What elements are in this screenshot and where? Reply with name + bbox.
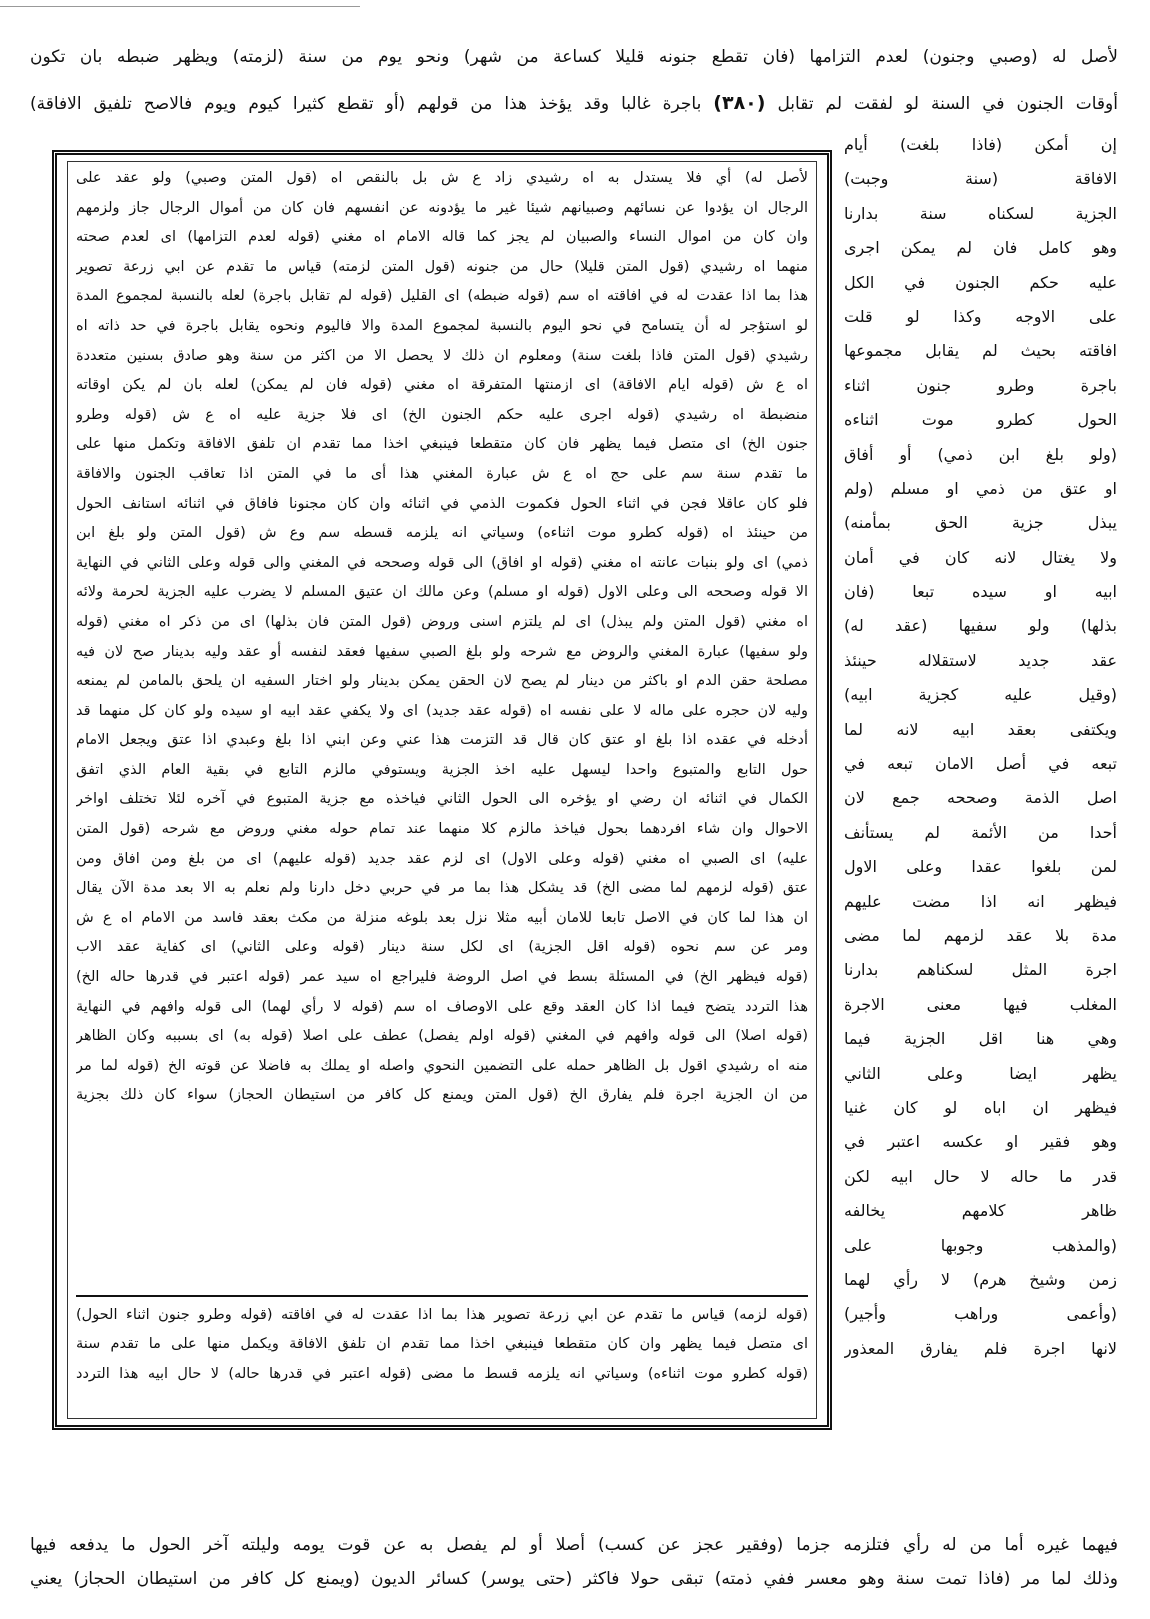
commentary-line: اه ع ش (قوله ايام الافاقة) اى ازمنتها المتفرقة اه مغني (قوله فان لم يمكن) لعله بان لم يكن اوقاته (76, 377, 808, 394)
header-line-2-end: باجرة غالبا وقد يؤخذ هذا من قولهم (أو تقطع كثيرا كيوم ويوم فالاصح تلفيق الافاقة) (30, 94, 702, 114)
side-line: الحول كطرو موت اثناءه (844, 410, 1117, 430)
side-line: باجرة وطرو جنون اثناء (844, 375, 1117, 395)
side-line: لانها اجرة فلم يفارق المعذور (844, 1338, 1117, 1358)
side-line: وهو كامل فان لم يمكن اجرى (844, 238, 1117, 258)
side-line: على الاوجه وكذا لو قلت (844, 306, 1117, 326)
side-line: يظهر ايضا وعلى الثاني (844, 1063, 1117, 1083)
commentary-line: ان هذا لما كان في الاصل تابعا للامان أبيه مثلا نزل بعد بلوغه منزلة من مكث بعقد فاسد من الامام اه ع ش (76, 909, 808, 926)
commentary-line (76, 1170, 808, 1200)
commentary-line: هذا بما اذا عقدت له في افاقته اه سم (قوله ضبطه) اى القليل (قوله لم تقابل باجرة) لعله بالنسبة لمجموع المدة (76, 288, 808, 305)
page-number: (٣٨٠) (713, 92, 766, 114)
commentary-line: منه اه رشيدي اقول بل الظاهر حمله على التضمين النحوي واصله او يملك به فاضلا عن قوته الخ (قوله لما مر (76, 1057, 808, 1074)
commentary-inner-border (67, 161, 817, 1419)
commentary-line: لأصل له) أي فلا يستدل به اه رشيدي زاد ع ش بل بالنقص اه (قول المتن وصبي) ولو عقد على (76, 170, 808, 186)
commentary-line: الا قوله وصححه الى وعلى الاول (قوله او مسلم) وعن مالك ان عتيق المسلم لا يضرب عليه الجزية لحرمة ولائه (76, 584, 808, 601)
commentary-line: (قوله فيظهر الخ) في المسئلة بسط في اصل الروضة فليراجع اه سيد عمر (قوله اعتبر في قدرها حاله الخ) (76, 969, 808, 986)
bottom-line: فيهما غيره أما من له رأي فتلزمه جزما (وفقير عجز عن كسب) أصلا أو لم يفصل به عن قوت يومه وليلته آخر الحول ما يدفعه فيها (30, 1535, 1118, 1555)
side-line: قدر ما حاله لا حال ابيه لكن (844, 1166, 1117, 1186)
commentary-line: وليه لان حجره على ماله لا على نفسه اه (قوله عقد جديد) اى ولا يكفي عقد ابيه او سيده ولو كان كل منهما قد (76, 702, 808, 719)
side-line: (والمذهب وجوبها على (844, 1235, 1117, 1255)
commentary-line: من ان الجزية اجرة فلم يفارق الخ (قول المتن ويمنع كل كافر من استيطان الحجاز) سواء كان ذلك بجزية (76, 1087, 808, 1104)
bottom-main-text (30, 1528, 1118, 1596)
commentary-line (76, 1200, 808, 1230)
side-line: افاقته بحيث لم يقابل مجموعها (844, 341, 1117, 361)
side-line: بذلها) ولو سفيها (عقد له) (844, 616, 1117, 636)
side-line: (وأعمى وراهب وأجير) (844, 1304, 1117, 1324)
commentary-line: ذمي) اى ولو بنبات عانته اه مغني (قوله او افاق) الى قوله وصححه في المغني والى قوله وعلى الثاني في النهاية (76, 554, 808, 571)
main-text-side-column (844, 128, 1117, 1366)
side-line: ويكتفى بعقد ابيه لانه لما (844, 719, 1117, 739)
side-line: تبعه في أصل الامان تبعه في (844, 754, 1117, 774)
side-line: فيظهر انه اذا مضت عليهم (844, 891, 1117, 911)
commentary-line: مصلحة حقن الدم او باكثر من دينار لم يصح لان الحقن يمكن بدينار ولو اختار السفيه ان يلحق بالمامن لم يمنعه (76, 673, 808, 690)
commentary-line (76, 1111, 808, 1141)
commentary-line: فلو كان عاقلا فجن في اثناء الحول فكموت الذمي في اثنائه وان كان مجنونا فافاق في اثنائه استانف الحول (76, 495, 808, 512)
commentary-line: هذا التردد يتضح فيما اذا كان العقد وقع على الاوصاف اه سم (قوله لا رأي لهما) الى قوله وافهم في النهاية (76, 998, 808, 1015)
commentary-line: حول التابع والمتبوع واحدا ليسهل عليه اخذ الجزية ويستوفي مالزم التابع في بقية العام الذي اتفق (76, 761, 808, 778)
side-line: لمن بلغوا عقدا وعلى الاول (844, 857, 1117, 877)
side-line: وهو فقير او عكسه اعتبر في (844, 1132, 1117, 1152)
side-line: الجزية لسكناه سنة بدارنا (844, 203, 1117, 223)
footnote-divider (76, 1295, 808, 1297)
commentary-line: ما تقدم سنة سم على حج اه ع ش عبارة المغني هذا أى ما في المتن اذا تعاقب الجنون والافاقة (76, 465, 808, 482)
commentary-line: عليه) اى الصبي اه مغني (قوله وعلى الاول) اى لزم عقد جديد (قوله عليهم) اى من بلغ ومن افاق ومن (76, 850, 808, 867)
side-line: ظاهر كلامهم يخالفه (844, 1201, 1117, 1221)
bottom-line: وذلك لما مر (فاذا تمت سنة وهو معسر ففي ذمته) تبقى حولا فاكثر (حتى يوسر) كسائر الديون (ويمنع كل كافر من استيطان الحجاز) يعني (30, 1569, 1118, 1589)
side-line: الافاقة (سنة وجبت) (844, 169, 1117, 189)
side-line: اصل الذمة وصححه جمع لان (844, 788, 1117, 808)
commentary-line: لو استؤجر له أن يتسامح في نحو اليوم بالنسبة لمجموع المدة والا فاليوم ونحوه يقابل باجرة في حد ذاته اه (76, 317, 808, 334)
side-line: زمن وشيخ هرم) لا رأي لهما (844, 1269, 1117, 1289)
side-line: يبذل جزية الحق بمأمنه) (844, 513, 1117, 533)
side-line: ابيه او سيده تبعا (فان (844, 582, 1117, 602)
commentary-line: ومر عن سم نحوه (قوله اقل الجزية) اى لكل سنة دينار (قوله وعلى الثاني) اى كفاية عقد الاب (76, 939, 808, 956)
commentary-line: وان كان من اموال النساء والصبيان لم يجز كما قاله الامام اه مغني (قوله لعدم التزامها) اى لعدم صحته (76, 229, 808, 246)
header-line-1: لأصل له (وصبي وجنون) لعدم التزامها (فان تقطع جنونه قليلا كساعة من شهر) ونحو يوم من سنة (لزمته) ويظهر ضبطه بان تكون (30, 47, 1118, 67)
commentary-line (76, 1259, 808, 1289)
commentary-line: جنون الخ) اى متصل فيما يظهر فان كان متقطعا فينبغي اخذا مما تقدم ان تلفق الافاقة وتكمل منها على (76, 436, 808, 453)
top-rule (0, 6, 360, 7)
commentary-line: اه مغني (قول المتن ولم يبذل) اى لم يلتزم اسنى وروض (قول المتن فان بذلها) اى من ذكر اه مغني (قوله (76, 613, 808, 630)
commentary-line: أدخله في عقده اذا بلغ او عتق كان قال قد التزمت هذا عني وعن ابني اذا بلغ وعبدي اذا عتق ويجعل الامام (76, 732, 808, 749)
side-line: (ولو بلغ ابن ذمي) أو أفاق (844, 444, 1117, 464)
commentary-line: الرجال ان يؤدوا عن نسائهم وصبيانهم شيئا غير ما يؤدونه عن انفسهم فان كان من أموال الرجال جاز ولزمهم (76, 199, 808, 216)
header-line-2-start: أوقات الجنون في السنة لو لفقت لم تقابل (777, 94, 1118, 114)
commentary-line: منهما اه رشيدي (قول المتن قليلا) حال من جنونه (قول المتن لزمته) قياس ما تقدم عن ابي زرعة تصوير (76, 258, 808, 275)
commentary-frame (52, 150, 832, 1430)
side-line: اجرة المثل لسكناهم بدارنا (844, 960, 1117, 980)
header-line-2 (30, 88, 1118, 119)
footnote-line: (قوله كطرو موت اثناءه) وسياتي انه يلزمه قسط ما مضى (قوله اعتبر في قدرها حاله) لا حال ابيه هذا التردد (76, 1365, 808, 1382)
commentary-line (76, 1229, 808, 1259)
commentary-line (76, 1141, 808, 1171)
commentary-line: من حينئذ اه (قوله كطرو موت اثناءه) وسياتي انه يلزمه قسطه سم وع ش (قول المتن ولو بلغ ابن (76, 525, 808, 542)
commentary-line: ولو سفيها) عبارة المغني والروض مع شرحه ولو بلغ الصبي سفيها فعقد لنفسه أو عقد وليه بدينار صح لان فيه (76, 643, 808, 660)
side-line: مدة بلا عقد لزمهم لما مضى (844, 925, 1117, 945)
commentary-line: منضبطة اه رشيدي (قوله اجرى عليه حكم الجنون الخ) اى فلا جزية عليه اه ع ش (قوله وطرو (76, 406, 808, 423)
side-line: وهي هنا اقل الجزية فيما (844, 1029, 1117, 1049)
side-line: او عتق من ذمي او مسلم (ولم (844, 478, 1117, 498)
side-line: عليه حكم الجنون في الكل (844, 272, 1117, 292)
side-line: ولا يغتال لانه كان في أمان (844, 547, 1117, 567)
side-line: فيظهر ان اباه لو كان غنيا (844, 1097, 1117, 1117)
commentary-line: (قوله اصلا) الى قوله وافهم في المغني (قوله اولم يفصل) عطف على اصلا (قوله به) اى بسببه وكان الظاهر (76, 1028, 808, 1045)
side-line: عقد جديد لاستقلاله حينئذ (844, 650, 1117, 670)
side-line: أحدا من الأئمة لم يستأنف (844, 822, 1117, 842)
commentary-line: الاحوال وان شاء افردهما بحول فياخذ مالزم كلا منهما عند تمام حوله مغني وروض مع شرحه (قول المتن (76, 821, 808, 838)
footnote-line: اى متصل فيما يظهر وان كان متقطعا فينبغي اخذا مما تقدم ان تلفق الافاقة ويكمل منها على ما تقدم سنة (76, 1336, 808, 1353)
side-line: المغلب فيها معنى الاجرة (844, 994, 1117, 1014)
commentary-line: عتق (قوله لزمهم لما مضى الخ) قد يشكل هذا بما مر في حربي دخل دارنا ولم نعلم به الا بعد مدة الآن يقال (76, 880, 808, 897)
side-line: (وقيل عليه كجزية ابيه) (844, 685, 1117, 705)
commentary-line: رشيدي (قول المتن فاذا بلغت سنة) ومعلوم ان ذلك لا يحصل الا من اكثر من سنة وهو صادق بسنين متعددة (76, 347, 808, 364)
footnote-line: (قوله لزمه) قياس ما تقدم عن ابي زرعة تصوير هذا بما اذا عقدت له في افاقته (قوله وطرو جنون اثناء الحول) (76, 1306, 808, 1323)
commentary-line: الكمال في اثنائه ان رضي او يؤخره الى الحول الثاني فياخذه مع جزية المتبوع في آخره لئلا تختلف اواخر (76, 791, 808, 808)
side-line: إن أمكن (فاذا بلغت) أيام (844, 135, 1117, 154)
